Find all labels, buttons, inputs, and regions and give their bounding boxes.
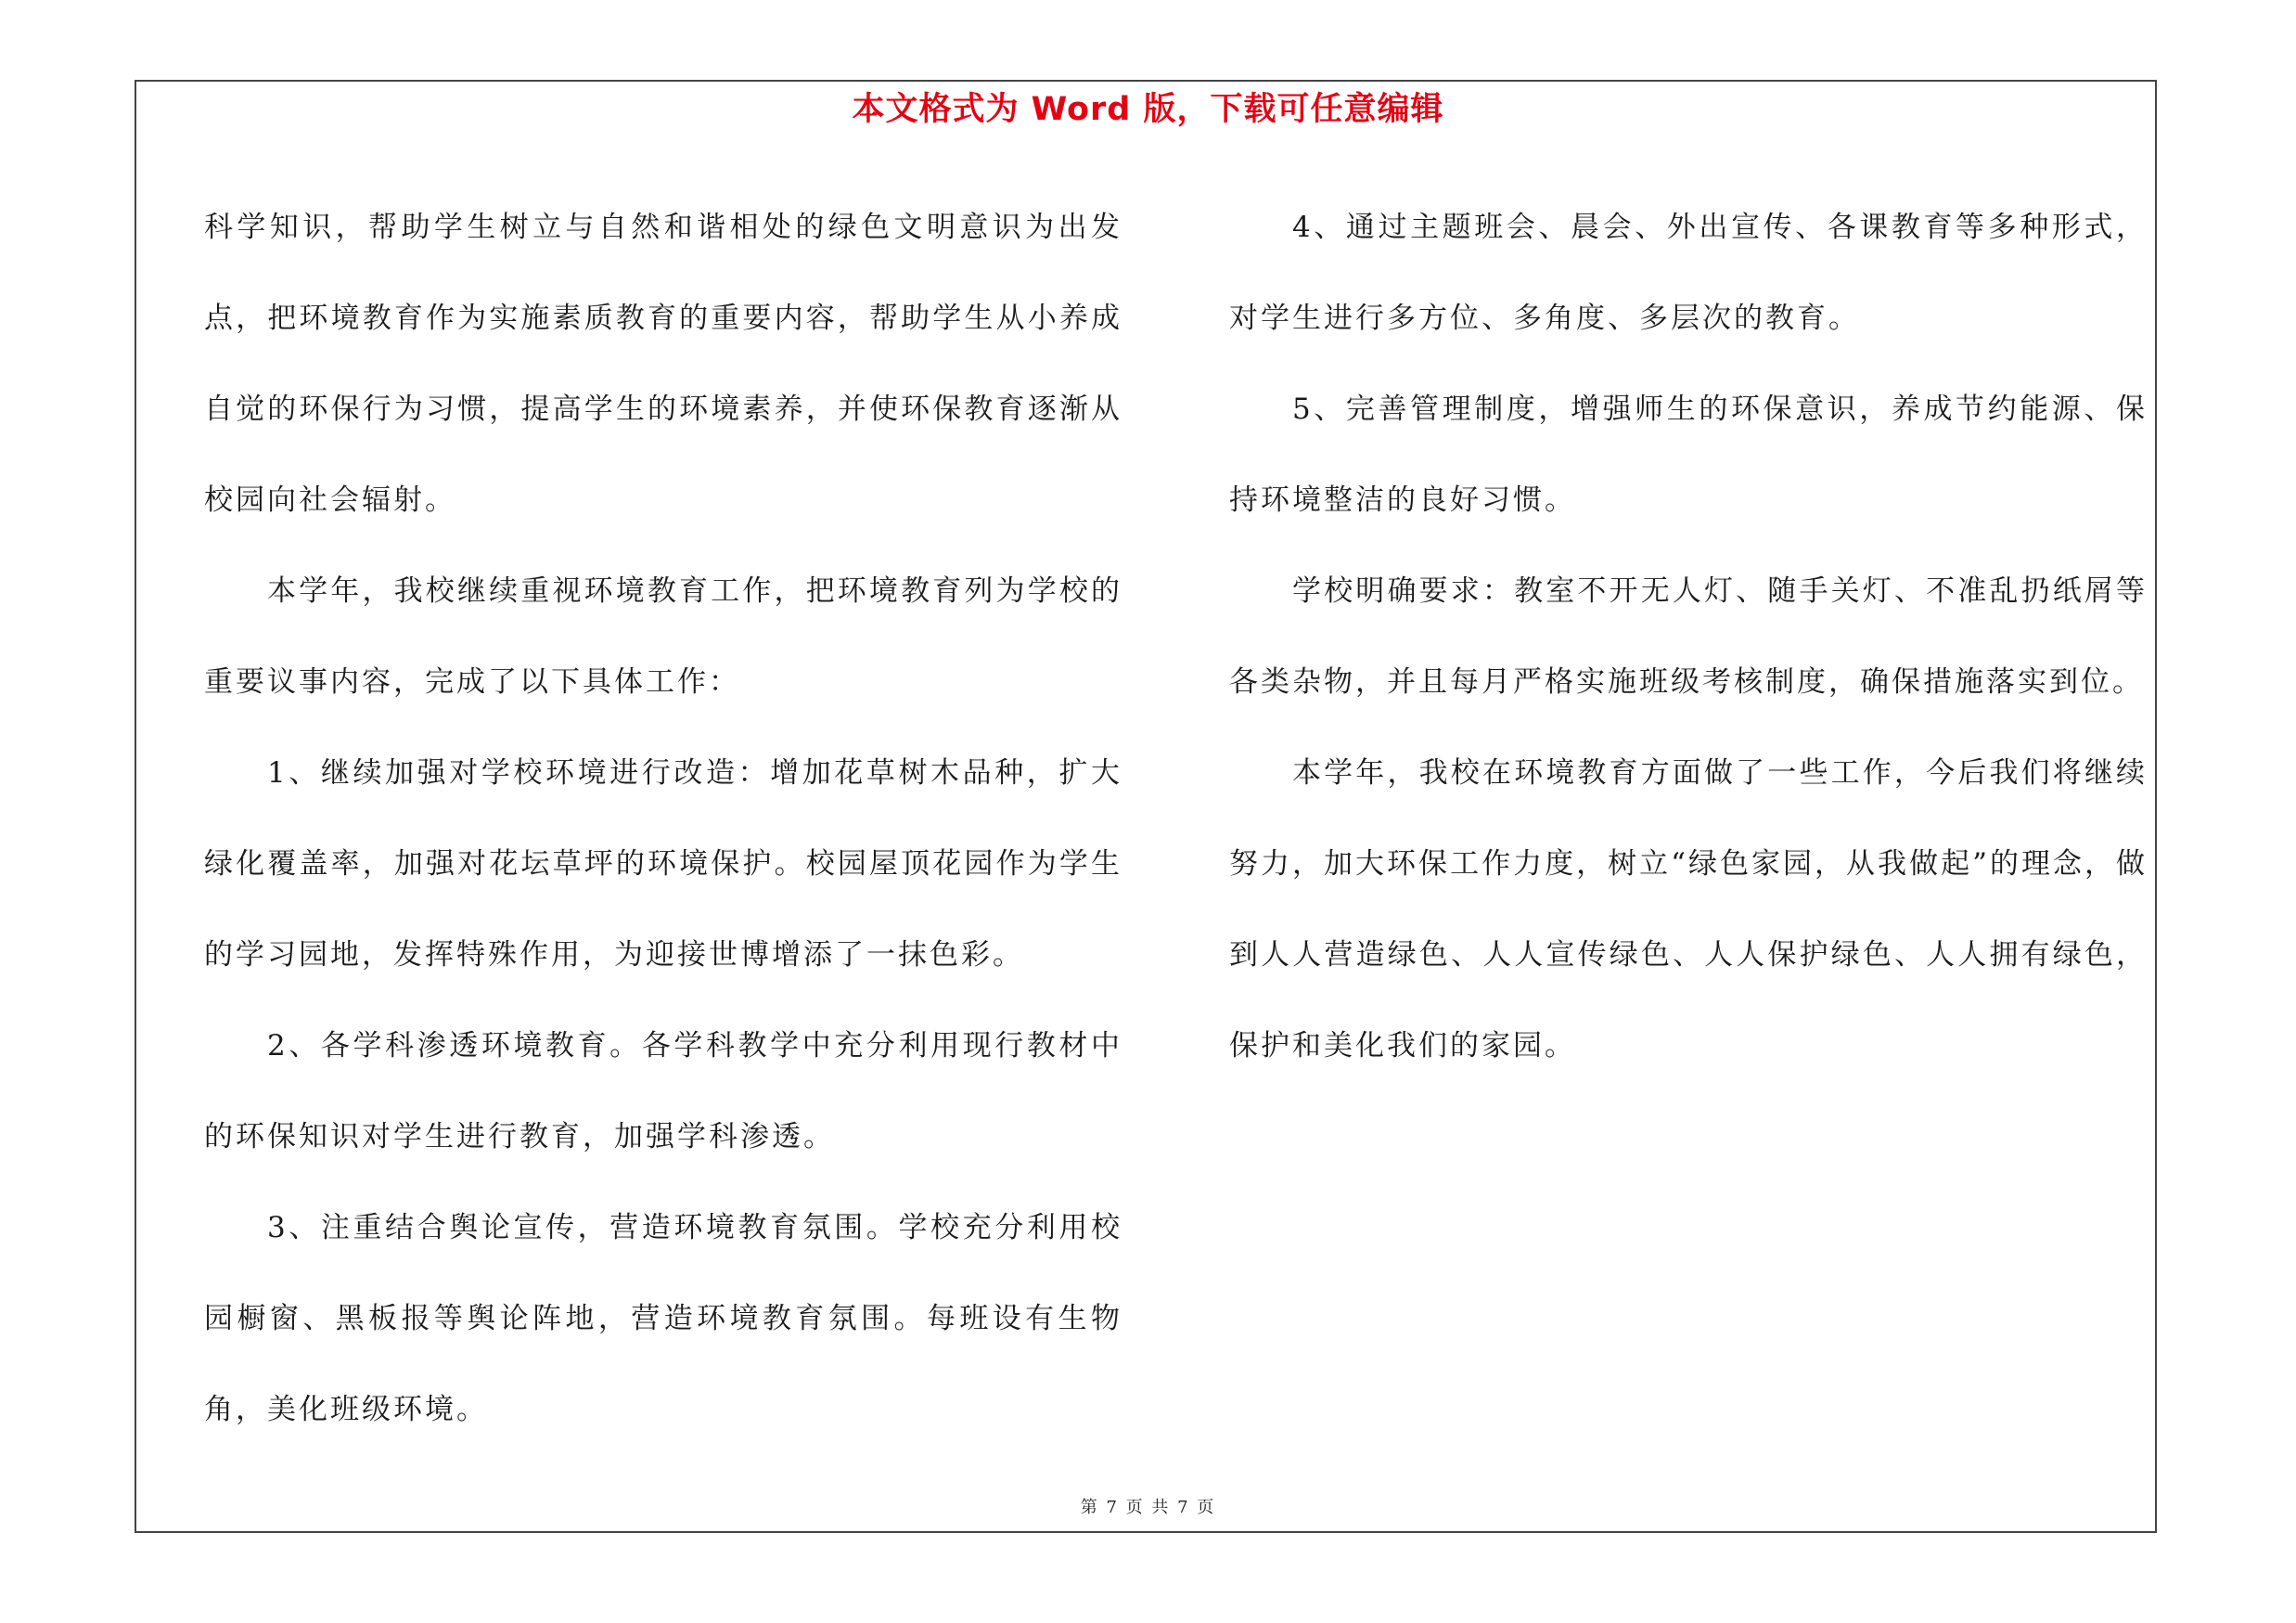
right-column [1229, 182, 2148, 1091]
paragraph: 4、通过主题班会、晨会、外出宣传、各课教育等多种形式，对学生进行多方位、多角度、多层次的教育。 [1229, 211, 2148, 335]
paragraph: 2、各学科渗透环境教育。各学科教学中充分利用现行教材中的环保知识对学生进行教育，加强学科渗透。 [204, 1029, 1122, 1153]
paragraph: 本学年，我校在环境教育方面做了一些工作，今后我们将继续努力，加大环保工作力度，树立“绿色家园，从我做起”的理念，做到人人营造绿色、人人宣传绿色、人人保护绿色、人人拥有绿色，保护和美化我们的家园。 [1229, 756, 2148, 1063]
paragraph: 本学年，我校继续重视环境教育工作，把环境教育列为学校的重要议事内容，完成了以下具体工作： [204, 574, 1122, 699]
page-number: 第 7 页 共 7 页 [1080, 1498, 1216, 1517]
paragraph: 科学知识，帮助学生树立与自然和谐相处的绿色文明意识为出发点，把环境教育作为实施素质教育的重要内容，帮助学生从小养成自觉的环保行为习惯，提高学生的环境素养，并使环保教育逐渐从校园向社会辐射。 [204, 211, 1122, 517]
paragraph: 1、继续加强对学校环境进行改造：增加花草树木品种，扩大绿化覆盖率，加强对花坛草坪的环境保护。校园屋顶花园作为学生的学习园地，发挥特殊作用，为迎接世博增添了一抹色彩。 [204, 756, 1122, 972]
document-banner: 本文格式为 Word 版，下载可任意编辑 [852, 91, 1444, 128]
paragraph: 学校明确要求：教室不开无人灯、随手关灯、不准乱扔纸屑等各类杂物，并且每月严格实施班级考核制度，确保措施落实到位。 [1229, 574, 2148, 699]
paragraph: 3、注重结合舆论宣传，营造环境教育氛围。学校充分利用校园橱窗、黑板报等舆论阵地，营造环境教育氛围。每班设有生物角，美化班级环境。 [204, 1211, 1122, 1426]
left-column [204, 182, 1122, 1455]
paragraph: 5、完善管理制度，增强师生的环保意识，养成节约能源、保持环境整洁的良好习惯。 [1229, 393, 2148, 517]
